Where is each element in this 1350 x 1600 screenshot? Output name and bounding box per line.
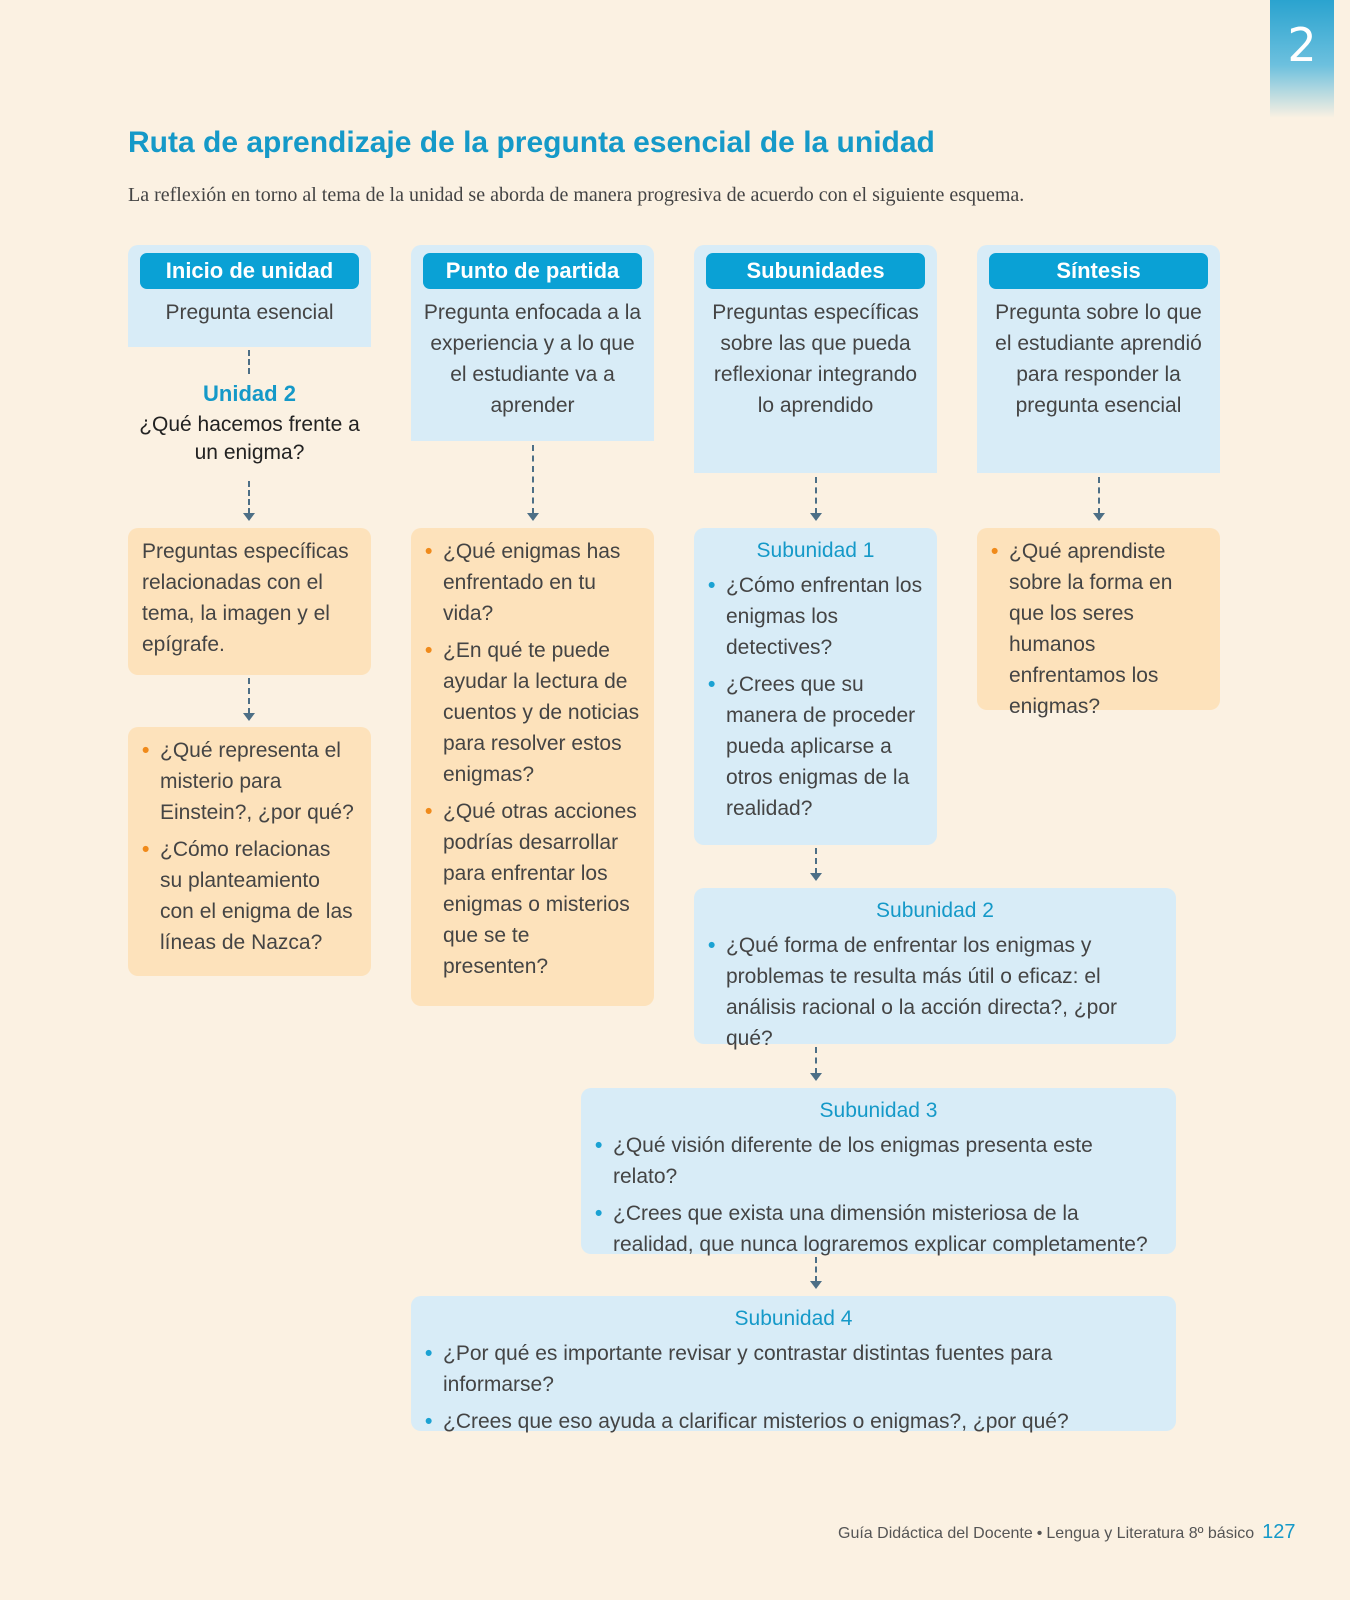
subunidad-3-box [581, 1088, 1176, 1254]
subunidades-header: Subunidades [706, 253, 925, 289]
sintesis-header-box [977, 245, 1220, 473]
sintesis-question-box [977, 528, 1220, 718]
subunidad-question: • ¿Por qué es importante revisar y contrastar distintas fuentes para informarse? [425, 1338, 1162, 1400]
dashed-connector [248, 350, 250, 374]
subunidad-question: • ¿Crees que exista una dimensión misteriosa de la realidad, que nunca lograremos explicar completamente? [595, 1198, 1162, 1260]
down-arrow-icon [810, 1047, 822, 1081]
partida-question: • ¿Qué enigmas has enfrentado en tu vida? [425, 536, 640, 629]
inicio-question: • ¿Cómo relacionas su planteamiento con el enigma de las líneas de Nazca? [142, 834, 357, 958]
chapter-tab [1270, 0, 1334, 118]
intro-text: La reflexión en torno al tema de la unidad se aborda de manera progresiva de acuerdo con el siguiente esquema. [128, 184, 1025, 206]
unit-block [128, 381, 371, 467]
unit-name: Unidad 2 [203, 381, 296, 406]
subunidad-1-box [694, 528, 937, 845]
inicio-text: Pregunta esencial [165, 301, 334, 324]
footer-separator: • [1036, 1525, 1043, 1542]
inicio-header-box [128, 245, 371, 347]
subunidad-4-title: Subunidad 4 [734, 1307, 853, 1330]
footer-subject: Lengua y Literatura 8º básico [1046, 1525, 1255, 1542]
sintesis-header: Síntesis [989, 253, 1208, 289]
subunidades-header-box [694, 245, 937, 473]
subunidad-3-title: Subunidad 3 [819, 1099, 938, 1122]
partida-question: • ¿En qué te puede ayudar la lectura de cuentos y de noticias para resolver estos enigmas? [425, 635, 640, 790]
partida-header-box [411, 245, 654, 441]
down-arrow-icon [810, 1257, 822, 1289]
subunidades-text: Preguntas específicas sobre las que pueda reflexionar integrando lo aprendido [712, 301, 919, 417]
subunidad-question: • ¿Qué forma de enfrentar los enigmas y problemas te resulta más útil o eficaz: el análisis racional o la acción directa?, ¿por qué? [708, 930, 1162, 1054]
subunidad-question: • ¿Qué visión diferente de los enigmas presenta este relato? [595, 1130, 1162, 1192]
unit-question: ¿Qué hacemos frente a un enigma? [139, 413, 360, 464]
inicio-box-2 [128, 727, 371, 976]
down-arrow-icon [527, 445, 539, 521]
down-arrow-icon [810, 848, 822, 881]
sintesis-text: Pregunta sobre lo que el estudiante aprendió para responder la pregunta esencial [995, 301, 1202, 417]
down-arrow-icon [810, 477, 822, 521]
partida-header: Punto de partida [423, 253, 642, 289]
partida-text: Pregunta enfocada a la experiencia y a lo que el estudiante va a aprender [423, 301, 642, 417]
inicio-box-1: Preguntas específicas relacionadas con el tema, la imagen y el epígrafe. [128, 528, 371, 675]
page-footer [838, 1521, 1296, 1544]
page-number: 127 [1262, 1521, 1296, 1543]
sintesis-question: • ¿Qué aprendiste sobre la forma en que los seres humanos enfrentamos los enigmas? [991, 536, 1206, 722]
subunidad-2-box [694, 888, 1176, 1050]
subunidad-question: • ¿Crees que eso ayuda a clarificar misterios o enigmas?, ¿por qué? [425, 1406, 1162, 1437]
subunidad-question: • ¿Cómo enfrentan los enigmas los detectives? [708, 570, 923, 663]
footer-guide: Guía Didáctica del Docente [838, 1525, 1033, 1542]
subunidad-2-title: Subunidad 2 [876, 899, 994, 922]
down-arrow-icon [243, 481, 255, 521]
down-arrow-icon [1093, 477, 1105, 521]
inicio-header: Inicio de unidad [140, 253, 359, 289]
subunidad-1-title: Subunidad 1 [756, 539, 875, 562]
page-title: Ruta de aprendizaje de la pregunta esencial de la unidad [128, 126, 935, 159]
chapter-number: 2 [1287, 18, 1317, 72]
partida-questions-box [411, 528, 654, 1006]
down-arrow-icon [243, 678, 255, 721]
partida-question: • ¿Qué otras acciones podrías desarrollar para enfrentar los enigmas o misterios que se te presenten? [425, 796, 640, 982]
subunidad-4-box [411, 1296, 1176, 1431]
inicio-question: • ¿Qué representa el misterio para Einstein?, ¿por qué? [142, 735, 357, 828]
subunidad-question: • ¿Crees que su manera de proceder pueda aplicarse a otros enigmas de la realidad? [708, 669, 923, 824]
